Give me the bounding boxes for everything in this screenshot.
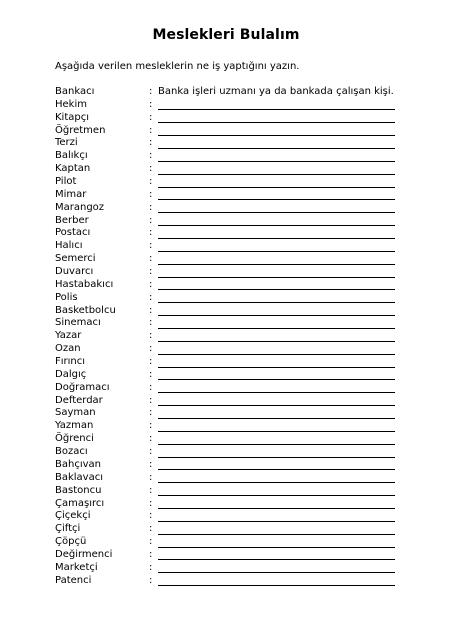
list-item — [0, 227, 452, 240]
page-title: Meslekleri Bulalım — [152, 27, 300, 43]
colon-separator: : — [149, 163, 153, 175]
profession-name: Hekim — [55, 98, 87, 110]
profession-name: Bastoncu — [55, 484, 102, 496]
answer-blank-line[interactable] — [158, 508, 395, 509]
answer-blank-line[interactable] — [158, 585, 395, 586]
profession-name: Değirmenci — [55, 548, 113, 560]
instruction-text: Aşağıda verilen mesleklerin ne iş yaptığını yazın. — [55, 61, 300, 72]
list-item — [0, 240, 452, 253]
list-item — [0, 498, 452, 511]
profession-name: Kitapçı — [55, 111, 90, 123]
profession-name: Bahçıvan — [55, 458, 101, 470]
answer-blank-line[interactable] — [158, 161, 395, 162]
profession-name: Ozan — [55, 343, 81, 355]
answer-blank-line[interactable] — [158, 367, 395, 368]
profession-name: Çiçekçi — [55, 510, 91, 522]
profession-name: Patenci — [55, 574, 92, 586]
colon-separator: : — [149, 86, 153, 97]
colon-separator: : — [149, 124, 153, 136]
list-item — [0, 86, 452, 99]
list-item — [0, 575, 452, 588]
list-item — [0, 523, 452, 536]
list-item — [0, 305, 452, 318]
profession-name: Berber — [55, 214, 89, 226]
answer-blank-line[interactable] — [158, 354, 395, 355]
answer-blank-line[interactable] — [158, 135, 395, 136]
list-item — [0, 150, 452, 163]
profession-name: Yazar — [55, 330, 82, 342]
colon-separator: : — [149, 304, 153, 316]
colon-separator: : — [149, 253, 153, 265]
list-item — [0, 112, 452, 125]
answer-blank-line[interactable] — [158, 341, 395, 342]
profession-name: Öğretmen — [55, 124, 106, 136]
colon-separator: : — [149, 446, 153, 458]
list-item — [0, 446, 452, 459]
list-item — [0, 215, 452, 228]
answer-blank-line[interactable] — [158, 289, 395, 290]
answer-blank-line[interactable] — [158, 521, 395, 522]
answer-blank-line[interactable] — [158, 444, 395, 445]
colon-separator: : — [149, 137, 153, 149]
colon-separator: : — [149, 188, 153, 200]
profession-name: Doğramacı — [55, 381, 110, 393]
list-item — [0, 99, 452, 112]
profession-name: Kaptan — [55, 163, 91, 175]
profession-name: Dalgıç — [55, 368, 87, 380]
profession-name: Semerci — [55, 253, 96, 265]
colon-separator: : — [149, 510, 153, 522]
answer-blank-line[interactable] — [158, 264, 395, 265]
profession-name: Marangoz — [55, 201, 105, 213]
profession-name: Öğrenci — [55, 433, 94, 445]
list-item — [0, 433, 452, 446]
answer-blank-line[interactable] — [158, 148, 395, 149]
list-item — [0, 407, 452, 420]
answer-blank-line[interactable] — [158, 405, 395, 406]
answer-blank-line[interactable] — [158, 109, 395, 110]
profession-name: Marketçi — [55, 561, 98, 573]
colon-separator: : — [149, 523, 153, 535]
colon-separator: : — [149, 176, 153, 188]
colon-separator: : — [149, 111, 153, 123]
answer-blank-line[interactable] — [158, 547, 395, 548]
answer-blank-line[interactable] — [158, 559, 395, 560]
colon-separator: : — [149, 381, 153, 393]
list-item — [0, 395, 452, 408]
list-item — [0, 189, 452, 202]
profession-name: Mimar — [55, 188, 87, 200]
list-item — [0, 292, 452, 305]
colon-separator: : — [149, 561, 153, 573]
colon-separator: : — [149, 548, 153, 560]
colon-separator: : — [149, 458, 153, 470]
list-item — [0, 549, 452, 562]
profession-name: Duvarcı — [55, 266, 94, 278]
list-item — [0, 163, 452, 176]
list-item — [0, 125, 452, 138]
profession-name: Defterdar — [55, 394, 103, 406]
answer-blank-line[interactable] — [158, 572, 395, 573]
profession-name: Baklavacı — [55, 471, 104, 483]
answer-blank-line[interactable] — [158, 495, 395, 496]
list-item — [0, 317, 452, 330]
colon-separator: : — [149, 433, 153, 445]
colon-separator: : — [149, 150, 153, 162]
profession-name: Fırıncı — [55, 356, 86, 368]
answer-blank-line[interactable] — [158, 238, 395, 239]
answer-blank-line[interactable] — [158, 251, 395, 252]
answer-blank-line[interactable] — [158, 199, 395, 200]
colon-separator: : — [149, 240, 153, 252]
list-item — [0, 485, 452, 498]
list-item — [0, 137, 452, 150]
colon-separator: : — [149, 317, 153, 329]
profession-name: Hastabakıcı — [55, 278, 114, 290]
list-item — [0, 253, 452, 266]
list-item — [0, 536, 452, 549]
colon-separator: : — [149, 536, 153, 548]
profession-name: Yazman — [55, 420, 94, 432]
colon-separator: : — [149, 278, 153, 290]
list-item — [0, 459, 452, 472]
list-item — [0, 472, 452, 485]
answer-blank-line[interactable] — [158, 469, 395, 470]
list-item — [0, 420, 452, 433]
colon-separator: : — [149, 497, 153, 509]
answer-blank-line[interactable] — [158, 482, 395, 483]
answer-blank-line[interactable] — [158, 315, 395, 316]
colon-separator: : — [149, 407, 153, 419]
colon-separator: : — [149, 98, 153, 110]
colon-separator: : — [149, 330, 153, 342]
profession-name: Çiftçi — [55, 523, 81, 535]
answer-blank-line[interactable] — [158, 457, 395, 458]
profession-name: Sayman — [55, 407, 96, 419]
list-item — [0, 176, 452, 189]
answer-blank-line[interactable] — [158, 212, 395, 213]
profession-name: Bozacı — [55, 446, 88, 458]
profession-name: Bankacı — [55, 86, 95, 97]
list-item — [0, 330, 452, 343]
profession-name: Postacı — [55, 227, 91, 239]
colon-separator: : — [149, 343, 153, 355]
list-item — [0, 266, 452, 279]
profession-name: Basketbolcu — [55, 304, 116, 316]
list-item — [0, 279, 452, 292]
answer-blank-line[interactable] — [158, 379, 395, 380]
colon-separator: : — [149, 356, 153, 368]
list-item — [0, 562, 452, 575]
profession-name: Çamaşırcı — [55, 497, 105, 509]
answer-blank-line[interactable] — [158, 174, 395, 175]
profession-name: Halıcı — [55, 240, 83, 252]
answer-blank-line[interactable] — [158, 302, 395, 303]
answer-blank-line[interactable] — [158, 122, 395, 123]
profession-name: Çöpçü — [55, 536, 87, 548]
colon-separator: : — [149, 394, 153, 406]
list-item — [0, 202, 452, 215]
profession-name: Terzi — [55, 137, 78, 149]
answer-blank-line[interactable] — [158, 392, 395, 393]
colon-separator: : — [149, 368, 153, 380]
answer-blank-line[interactable] — [158, 328, 395, 329]
answer-blank-line[interactable] — [158, 418, 395, 419]
list-item — [0, 382, 452, 395]
colon-separator: : — [149, 471, 153, 483]
list-item — [0, 369, 452, 382]
list-item — [0, 343, 452, 356]
profession-name: Balıkçı — [55, 150, 88, 162]
profession-name: Polis — [55, 291, 78, 303]
answer-blank-line[interactable] — [158, 277, 395, 278]
colon-separator: : — [149, 420, 153, 432]
answer-text: Banka işleri uzmanı ya da bankada çalışan kişi. — [158, 86, 394, 97]
colon-separator: : — [149, 291, 153, 303]
answer-blank-line[interactable] — [158, 431, 395, 432]
profession-name: Pilot — [55, 176, 77, 188]
answer-blank-line[interactable] — [158, 534, 395, 535]
colon-separator: : — [149, 201, 153, 213]
profession-list — [0, 86, 452, 588]
answer-blank-line[interactable] — [158, 225, 395, 226]
answer-blank-line[interactable] — [158, 187, 395, 188]
colon-separator: : — [149, 266, 153, 278]
colon-separator: : — [149, 227, 153, 239]
list-item — [0, 510, 452, 523]
profession-name: Sinemacı — [55, 317, 101, 329]
colon-separator: : — [149, 214, 153, 226]
colon-separator: : — [149, 574, 153, 586]
list-item — [0, 356, 452, 369]
colon-separator: : — [149, 484, 153, 496]
